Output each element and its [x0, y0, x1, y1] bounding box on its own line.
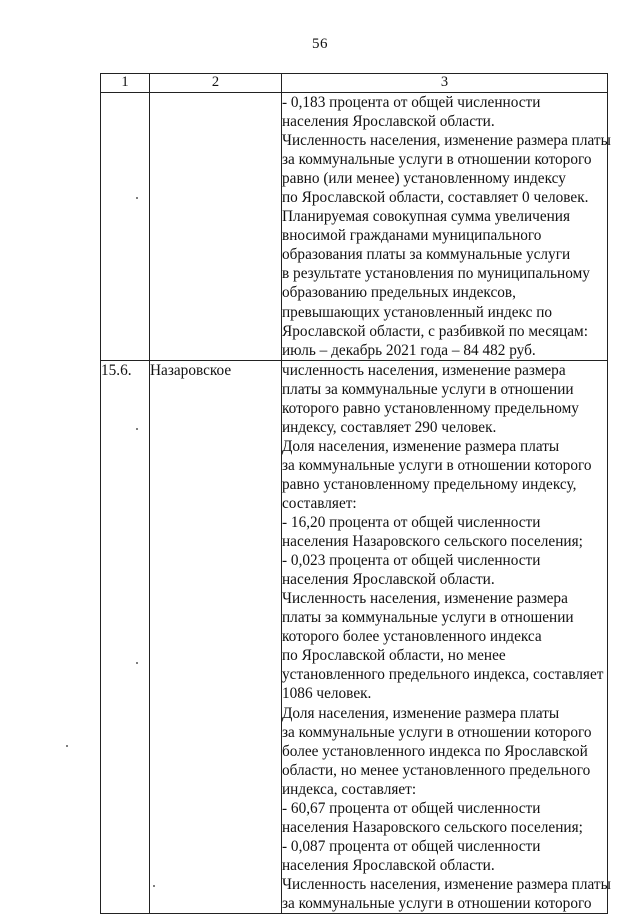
municipality-name: [150, 93, 282, 361]
text-line: которого более установленного индекса: [282, 628, 542, 646]
scan-speck: [153, 885, 155, 887]
text-line: Ярославской области, с разбивкой по месяцам:: [282, 322, 588, 340]
scan-speck: [66, 745, 68, 747]
text-line: Численность населения, изменение размера: [282, 590, 568, 608]
page-number: 56: [312, 36, 328, 52]
item-number: 15.6.: [101, 360, 150, 913]
text-line: составляет:: [282, 494, 357, 512]
municipality-name: Назаровское: [150, 360, 282, 913]
text-line: которого равно установленному предельному: [282, 399, 579, 417]
text-line: области, но менее установленного предельного: [282, 761, 591, 779]
text-line: населения Ярославской области.: [282, 113, 495, 131]
scan-speck: [136, 197, 138, 199]
scan-speck: [136, 662, 138, 664]
column-header-2: 2: [150, 74, 282, 93]
description-cell: [282, 360, 611, 913]
text-line: за коммунальные услуги в отношении которого: [282, 723, 592, 741]
text-line: установленного предельного индекса, составляет: [282, 666, 604, 684]
text-line: индексу, составляет 290 человек.: [282, 418, 497, 436]
text-line: за коммунальные услуги в отношении которого: [282, 894, 592, 912]
column-header-3: 3: [282, 74, 608, 93]
text-line: - 0,183 процента от общей численности: [282, 94, 541, 111]
text-line: - 16,20 процента от общей численности: [282, 514, 541, 532]
text-line: населения Ярославской области.: [282, 856, 495, 874]
text-line: Численность населения, изменение размера платы: [282, 132, 611, 150]
text-line: по Ярославской области, но менее: [282, 647, 506, 665]
text-line: - 0,087 процента от общей численности: [282, 837, 541, 855]
text-line: населения Назаровского сельского поселения;: [282, 533, 583, 551]
text-line: Численность населения, изменение размера платы: [282, 875, 611, 893]
text-line: равно установленному предельному индексу,: [282, 475, 577, 493]
text-line: июль – декабрь 2021 года – 84 482 руб.: [282, 341, 536, 359]
text-line: за коммунальные услуги в отношении которого: [282, 456, 592, 474]
text-line: 1086 человек.: [282, 685, 372, 703]
text-line: образования платы за коммунальные услуги: [282, 246, 571, 264]
text-line: - 0,023 процента от общей численности: [282, 552, 541, 570]
item-number: [101, 93, 150, 361]
text-line: платы за коммунальные услуги в отношении: [282, 609, 574, 627]
text-line: превышающих установленный индекс по: [282, 303, 553, 321]
text-line: населения Ярославской области.: [282, 571, 495, 589]
table-row: [101, 93, 608, 361]
text-line: равно (или менее) установленному индексу: [282, 170, 566, 188]
text-line: образованию предельных индексов,: [282, 284, 516, 302]
text-line: за коммунальные услуги в отношении которого: [282, 151, 592, 169]
text-line: индекса, составляет:: [282, 780, 417, 798]
text-line: численность населения, изменение размера: [282, 361, 566, 379]
document-table: [100, 73, 611, 914]
text-line: Планируемая совокупная сумма увеличения: [282, 208, 571, 226]
text-line: - 60,67 процента от общей численности: [282, 799, 541, 817]
text-line: более установленного индекса по Ярославской: [282, 742, 588, 760]
table-row: [101, 360, 608, 913]
column-header-1: 1: [101, 74, 150, 93]
text-line: Доля населения, изменение размера платы: [282, 437, 560, 455]
text-line: по Ярославской области, составляет 0 человек.: [282, 189, 589, 207]
table-header-row: [101, 74, 608, 93]
text-line: вносимой гражданами муниципального: [282, 227, 542, 245]
scan-speck: [136, 428, 138, 430]
text-line: платы за коммунальные услуги в отношении: [282, 380, 574, 398]
description-cell: [282, 93, 611, 361]
table-body: [101, 93, 611, 914]
text-line: Доля населения, изменение размера платы: [282, 704, 560, 722]
text-line: в результате установления по муниципальному: [282, 265, 590, 283]
text-line: населения Назаровского сельского поселения;: [282, 818, 583, 836]
